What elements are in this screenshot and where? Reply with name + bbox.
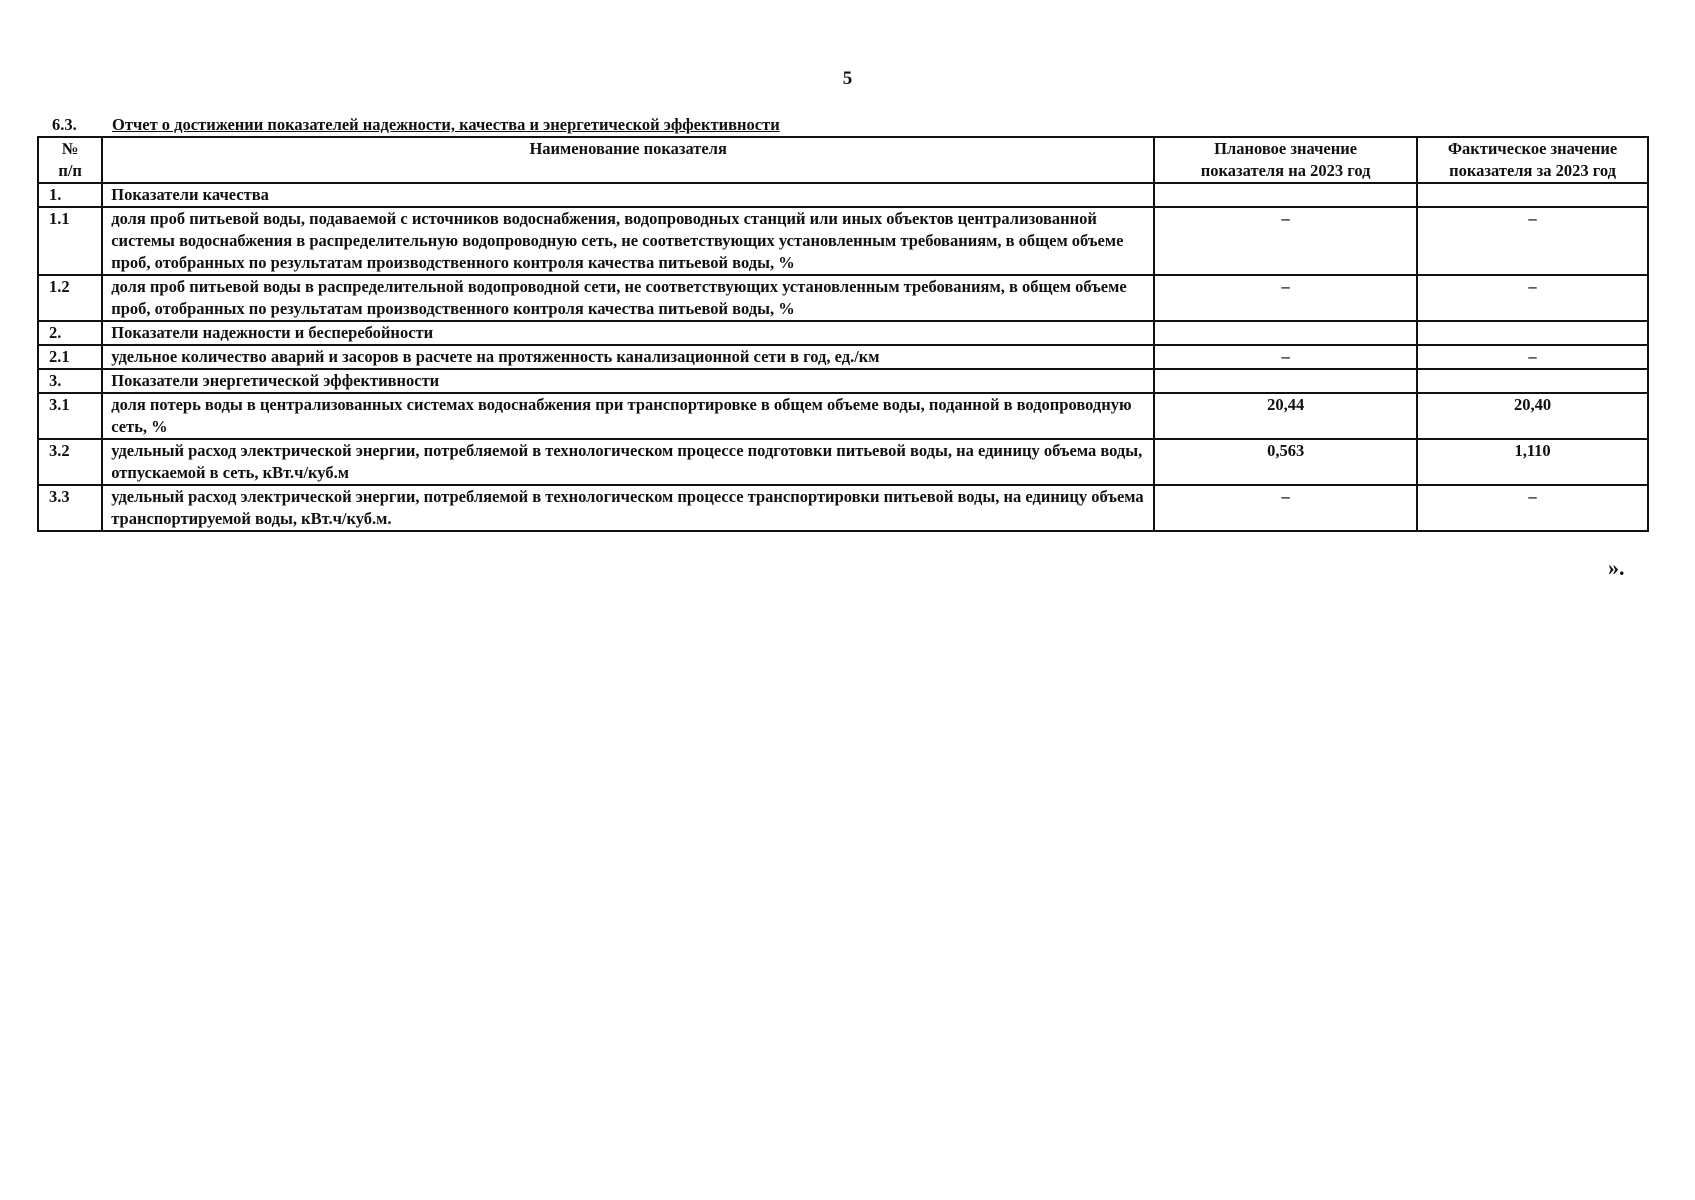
row-plan: – (1154, 207, 1417, 275)
row-name: Показатели энергетической эффективности (102, 369, 1154, 393)
table-header-row (38, 137, 1648, 183)
closing-quote-mark: ». (1608, 555, 1625, 580)
row-number: 3.2 (38, 439, 102, 485)
section-number: 6.3. (52, 115, 77, 134)
row-plan (1154, 321, 1417, 345)
table-row (38, 393, 1648, 439)
table-row (38, 275, 1648, 321)
row-name: доля проб питьевой воды в распределительной водопроводной сети, не соответствующих установленным требованиям, в общем объеме проб, отобранных по результатам производственного контроля качества питьевой воды, % (102, 275, 1154, 321)
section-heading (52, 115, 780, 135)
table-row (38, 183, 1648, 207)
row-fact (1417, 369, 1648, 393)
row-fact (1417, 183, 1648, 207)
row-fact: 20,40 (1417, 393, 1648, 439)
row-plan: – (1154, 485, 1417, 531)
section-title: Отчет о достижении показателей надежности, качества и энергетической эффективности (112, 115, 780, 134)
row-plan (1154, 183, 1417, 207)
row-fact: – (1417, 207, 1648, 275)
row-fact: 1,110 (1417, 439, 1648, 485)
row-fact: – (1417, 345, 1648, 369)
table-row (38, 207, 1648, 275)
row-number: 1.1 (38, 207, 102, 275)
row-name: доля потерь воды в централизованных системах водоснабжения при транспортировке в общем объеме воды, поданной в водопроводную сеть, % (102, 393, 1154, 439)
page-number: 5 (842, 68, 853, 89)
row-number: 3.3 (38, 485, 102, 531)
header-plan-line1: Плановое значение (1214, 139, 1358, 158)
table-row (38, 439, 1648, 485)
header-fact-line1: Фактическое значение (1447, 139, 1618, 158)
row-plan: – (1154, 275, 1417, 321)
row-fact (1417, 321, 1648, 345)
header-fact-line2: показателя за 2023 год (1449, 161, 1616, 180)
header-number-line2: п/п (58, 161, 82, 180)
row-number: 3. (38, 369, 102, 393)
table-row (38, 345, 1648, 369)
row-plan (1154, 369, 1417, 393)
row-number: 3.1 (38, 393, 102, 439)
indicators-table (37, 136, 1649, 532)
row-name: Показатели надежности и бесперебойности (102, 321, 1154, 345)
row-name: удельное количество аварий и засоров в расчете на протяженность канализационной сети в год, ед./км (102, 345, 1154, 369)
header-plan-line2: показателя на 2023 год (1200, 161, 1371, 180)
row-name: Показатели качества (102, 183, 1154, 207)
row-number: 2. (38, 321, 102, 345)
row-fact: – (1417, 485, 1648, 531)
row-name: удельный расход электрической энергии, потребляемой в технологическом процессе транспортировки питьевой воды, на единицу объема транспортируемой воды, кВт.ч/куб.м. (102, 485, 1154, 531)
row-name: доля проб питьевой воды, подаваемой с источников водоснабжения, водопроводных станций или иных объектов централизованной системы водоснабжения в распределительную водопроводную сеть, не соответствующих установленным требованиям, в общем объеме проб, отобранных по результатам производственного контроля качества питьевой воды, % (102, 207, 1154, 275)
table-row (38, 321, 1648, 345)
table-row (38, 485, 1648, 531)
header-number-line1: № (61, 139, 79, 158)
header-name: Наименование показателя (102, 137, 1154, 183)
row-fact: – (1417, 275, 1648, 321)
row-number: 1.2 (38, 275, 102, 321)
row-plan: – (1154, 345, 1417, 369)
header-plan (1154, 137, 1417, 183)
row-name: удельный расход электрической энергии, потребляемой в технологическом процессе подготовки питьевой воды, на единицу объема воды, отпускаемой в сеть, кВт.ч/куб.м (102, 439, 1154, 485)
header-number (38, 137, 102, 183)
table-row (38, 369, 1648, 393)
row-plan: 0,563 (1154, 439, 1417, 485)
row-number: 1. (38, 183, 102, 207)
row-number: 2.1 (38, 345, 102, 369)
row-plan: 20,44 (1154, 393, 1417, 439)
header-fact (1417, 137, 1648, 183)
